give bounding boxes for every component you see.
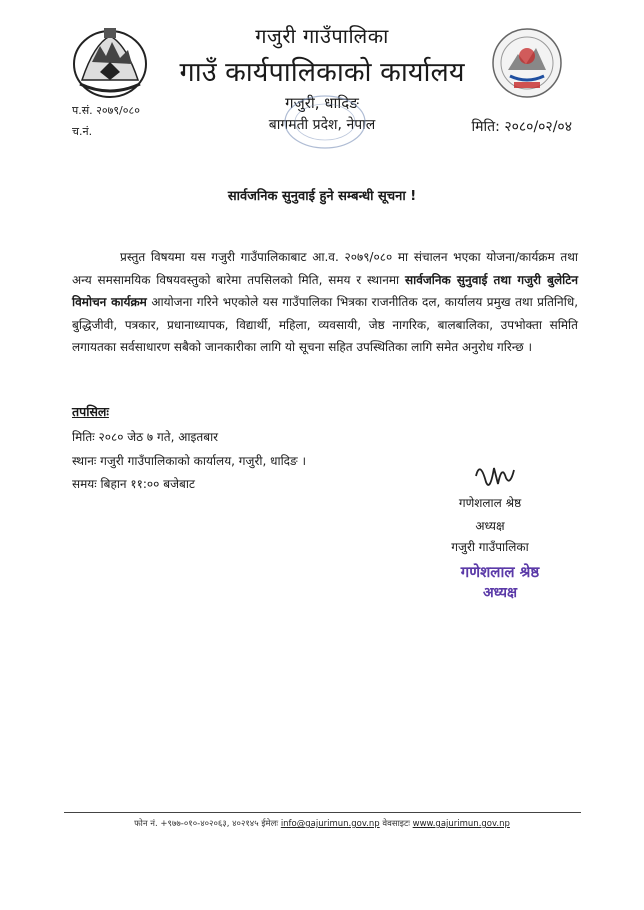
notice-body xyxy=(72,246,578,359)
footer-email-link[interactable]: info@gajurimun.gov.np xyxy=(280,819,380,829)
event-time: समयः बिहान ११:०० बजेबाट xyxy=(72,477,195,491)
district-address: गजुरी, धादिङ xyxy=(285,94,359,112)
footer-web-label: वेवसाइटः xyxy=(382,819,410,829)
footer-email-label: ईमेलः xyxy=(261,819,279,829)
office-title: गाउँ कार्यपालिकाको कार्यालय xyxy=(179,57,465,88)
body-text-highlight: सार्वजनिक सुनुवाई तथा गजुरी बुलेटिन विमोचन कार्यक्रम xyxy=(72,272,578,309)
office-stamp-icon xyxy=(280,92,370,152)
signatory-name: गणेशलाल श्रेष्ठ xyxy=(458,496,522,510)
footer-phone: फोन नं. +९७७-०१०-४०२०६३, ४०२१४५ xyxy=(134,819,259,829)
body-text-start: प्रस्तुत विषयमा यस गजुरी गाउँपालिकाबाट आ.व. २०७९/०८० मा संचालन भएका योजना/कार्यक्रम तथा अन्य समसामयिक विषयवस्तुको बारेमा तपसिलको मिति, समय र स्थानमा xyxy=(72,250,578,287)
name-stamp: गणेशलाल श्रेष्ठ xyxy=(460,563,540,581)
signatory-title: अध्यक्ष xyxy=(475,519,505,533)
title-stamp: अध्यक्ष xyxy=(482,585,518,601)
notice-subject: सार्वजनिक सुनुवाई हुने सम्बन्धी सूचना ! xyxy=(227,189,417,204)
footer-contact xyxy=(0,818,644,829)
province-address: बागमती प्रदेश, नेपाल xyxy=(268,117,376,133)
footer-website-link[interactable]: www.gajurimun.gov.np xyxy=(412,819,510,829)
details-heading: तपसिलः xyxy=(72,404,109,419)
dispatch-number: च.नं. xyxy=(72,125,93,138)
letter-date: मिति: २०८०/०२/०४ xyxy=(471,119,572,135)
footer-divider xyxy=(64,812,581,813)
event-date: मितिः २०८० जेठ ७ गते, आइतबार xyxy=(72,430,219,444)
event-place: स्थानः गजुरी गाउँपालिकाको कार्यालय, गजुरी, धादिङ । xyxy=(72,454,307,468)
municipality-name: गजुरी गाउँपालिका xyxy=(255,24,389,48)
signatory-organization: गजुरी गाउँपालिका xyxy=(451,540,529,554)
body-text-end: आयोजना गरिने भएकोले यस गाउँपालिका भित्रका राजनीतिक दल, कार्यालय प्रमुख तथा प्रतिनिधि, बुद्धिजीवी, पत्रकार, प्रधानाध्यापक, विद्यार्थी, महिला, व्यवसायी, जेष्ठ नागरिक, बालबालिका, उपभोक्ता समिति लगायतका सर्वसाधारण सबैको जानकारीका लागि यो सूचना सहित उपस्थितिका लागि समेत अनुरोध गरिन्छ । xyxy=(72,295,579,354)
reference-number: प.सं. २०७९/०८० xyxy=(72,104,140,117)
signature-icon xyxy=(470,456,520,496)
